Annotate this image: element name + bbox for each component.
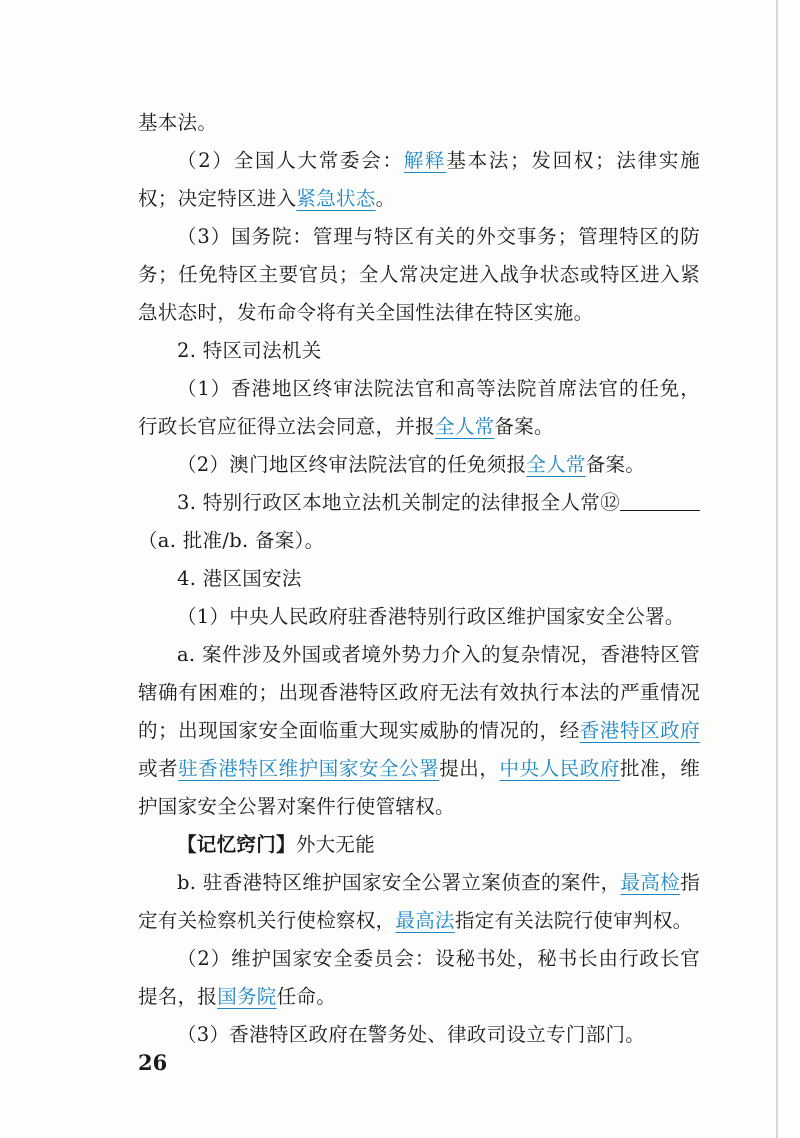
text-run: （1）香港地区终审法院法官和高等法院首席法官的任免，行政长官应征得立法会同意，并报 (138, 377, 700, 438)
paragraph (138, 446, 700, 484)
paragraph (138, 142, 700, 218)
text-run: 基本法。 (138, 111, 218, 134)
paragraph (138, 940, 700, 1016)
paragraph (138, 218, 700, 332)
text-run: （2）澳门地区终审法院法官的任免须报 (177, 453, 527, 476)
paragraph (138, 332, 700, 370)
highlighted-term: 最高检 (620, 871, 681, 894)
text-run: （2）全国人大常委会： (177, 149, 404, 172)
highlighted-term: 最高法 (395, 909, 455, 932)
paragraph (138, 370, 700, 446)
text-run: 2. 特区司法机关 (177, 339, 322, 362)
highlighted-term: 国务院 (217, 985, 277, 1008)
highlighted-term: 驻香港特区维护国家安全公署 (178, 757, 440, 780)
paragraph (138, 104, 700, 142)
text-run: 任命。 (276, 985, 337, 1008)
text-run: 基本法；发回权；法律实施权；决定特区进入 (138, 149, 700, 210)
highlighted-term: 全人常 (435, 415, 495, 438)
text-run: 备案。 (585, 453, 646, 476)
highlighted-term: 解释 (403, 149, 447, 172)
text-run: （3）国务院：管理与特区有关的外交事务；管理特区的防务；任免特区主要官员；全人常决定进入战争状态或特区进入紧急状态时，发布命令将有关全国性法律在特区实施。 (138, 225, 700, 324)
paragraph (138, 598, 700, 636)
paragraph (138, 864, 700, 940)
paragraph (138, 1016, 700, 1054)
highlighted-term: 香港特区政府 (579, 719, 700, 742)
paragraph (138, 484, 700, 560)
page-content (138, 104, 700, 1054)
text-run: 或者 (138, 757, 179, 780)
text-run: （3）香港特区政府在警务处、律政司设立专门部门。 (177, 1023, 646, 1046)
highlighted-term: 中央人民政府 (499, 757, 620, 780)
paragraph (138, 826, 700, 864)
page-number: 26 (138, 1050, 168, 1075)
text-run: （2）维护国家安全委员会：设秘书处，秘书长由行政长官提名，报 (138, 947, 700, 1008)
text-run: 备案。 (494, 415, 554, 438)
highlighted-term: 全人常 (526, 453, 586, 476)
text-run: a. 案件涉及外国或者境外势力介入的复杂情况，香港特区管辖确有困难的；出现香港特区政府无法有效执行本法的严重情况的；出现国家安全面临重大现实威胁的情况的，经 (138, 643, 700, 742)
paragraph (138, 636, 700, 826)
text-run: 3. 特别行政区本地立法机关制定的法律报全人常⑫ (177, 491, 620, 514)
text-run: 提出， (439, 757, 500, 780)
page-edge (776, 0, 778, 1138)
text-run: 。 (375, 187, 396, 210)
text-run: 外大无能 (295, 833, 376, 856)
answer-blank (660, 490, 700, 511)
answer-blank (620, 490, 660, 511)
text-run: （1）中央人民政府驻香港特别行政区维护国家安全公署。 (177, 605, 685, 628)
text-run: b. 驻香港特区维护国家安全公署立案侦查的案件， (177, 871, 621, 894)
text-run: 指定有关法院行使审判权。 (454, 909, 693, 932)
text-run: 指定有关检察机关行使检察权， (138, 871, 700, 932)
text-run: 批准，维护国家安全公署对案件行使管辖权。 (138, 757, 700, 818)
paragraph (138, 560, 700, 598)
text-run: （a. 批准/b. 备案）。 (138, 529, 325, 552)
text-run: 4. 港区国安法 (177, 567, 302, 590)
memory-tip-label: 【记忆窍门】 (177, 833, 296, 856)
highlighted-term: 紧急状态 (296, 187, 376, 210)
